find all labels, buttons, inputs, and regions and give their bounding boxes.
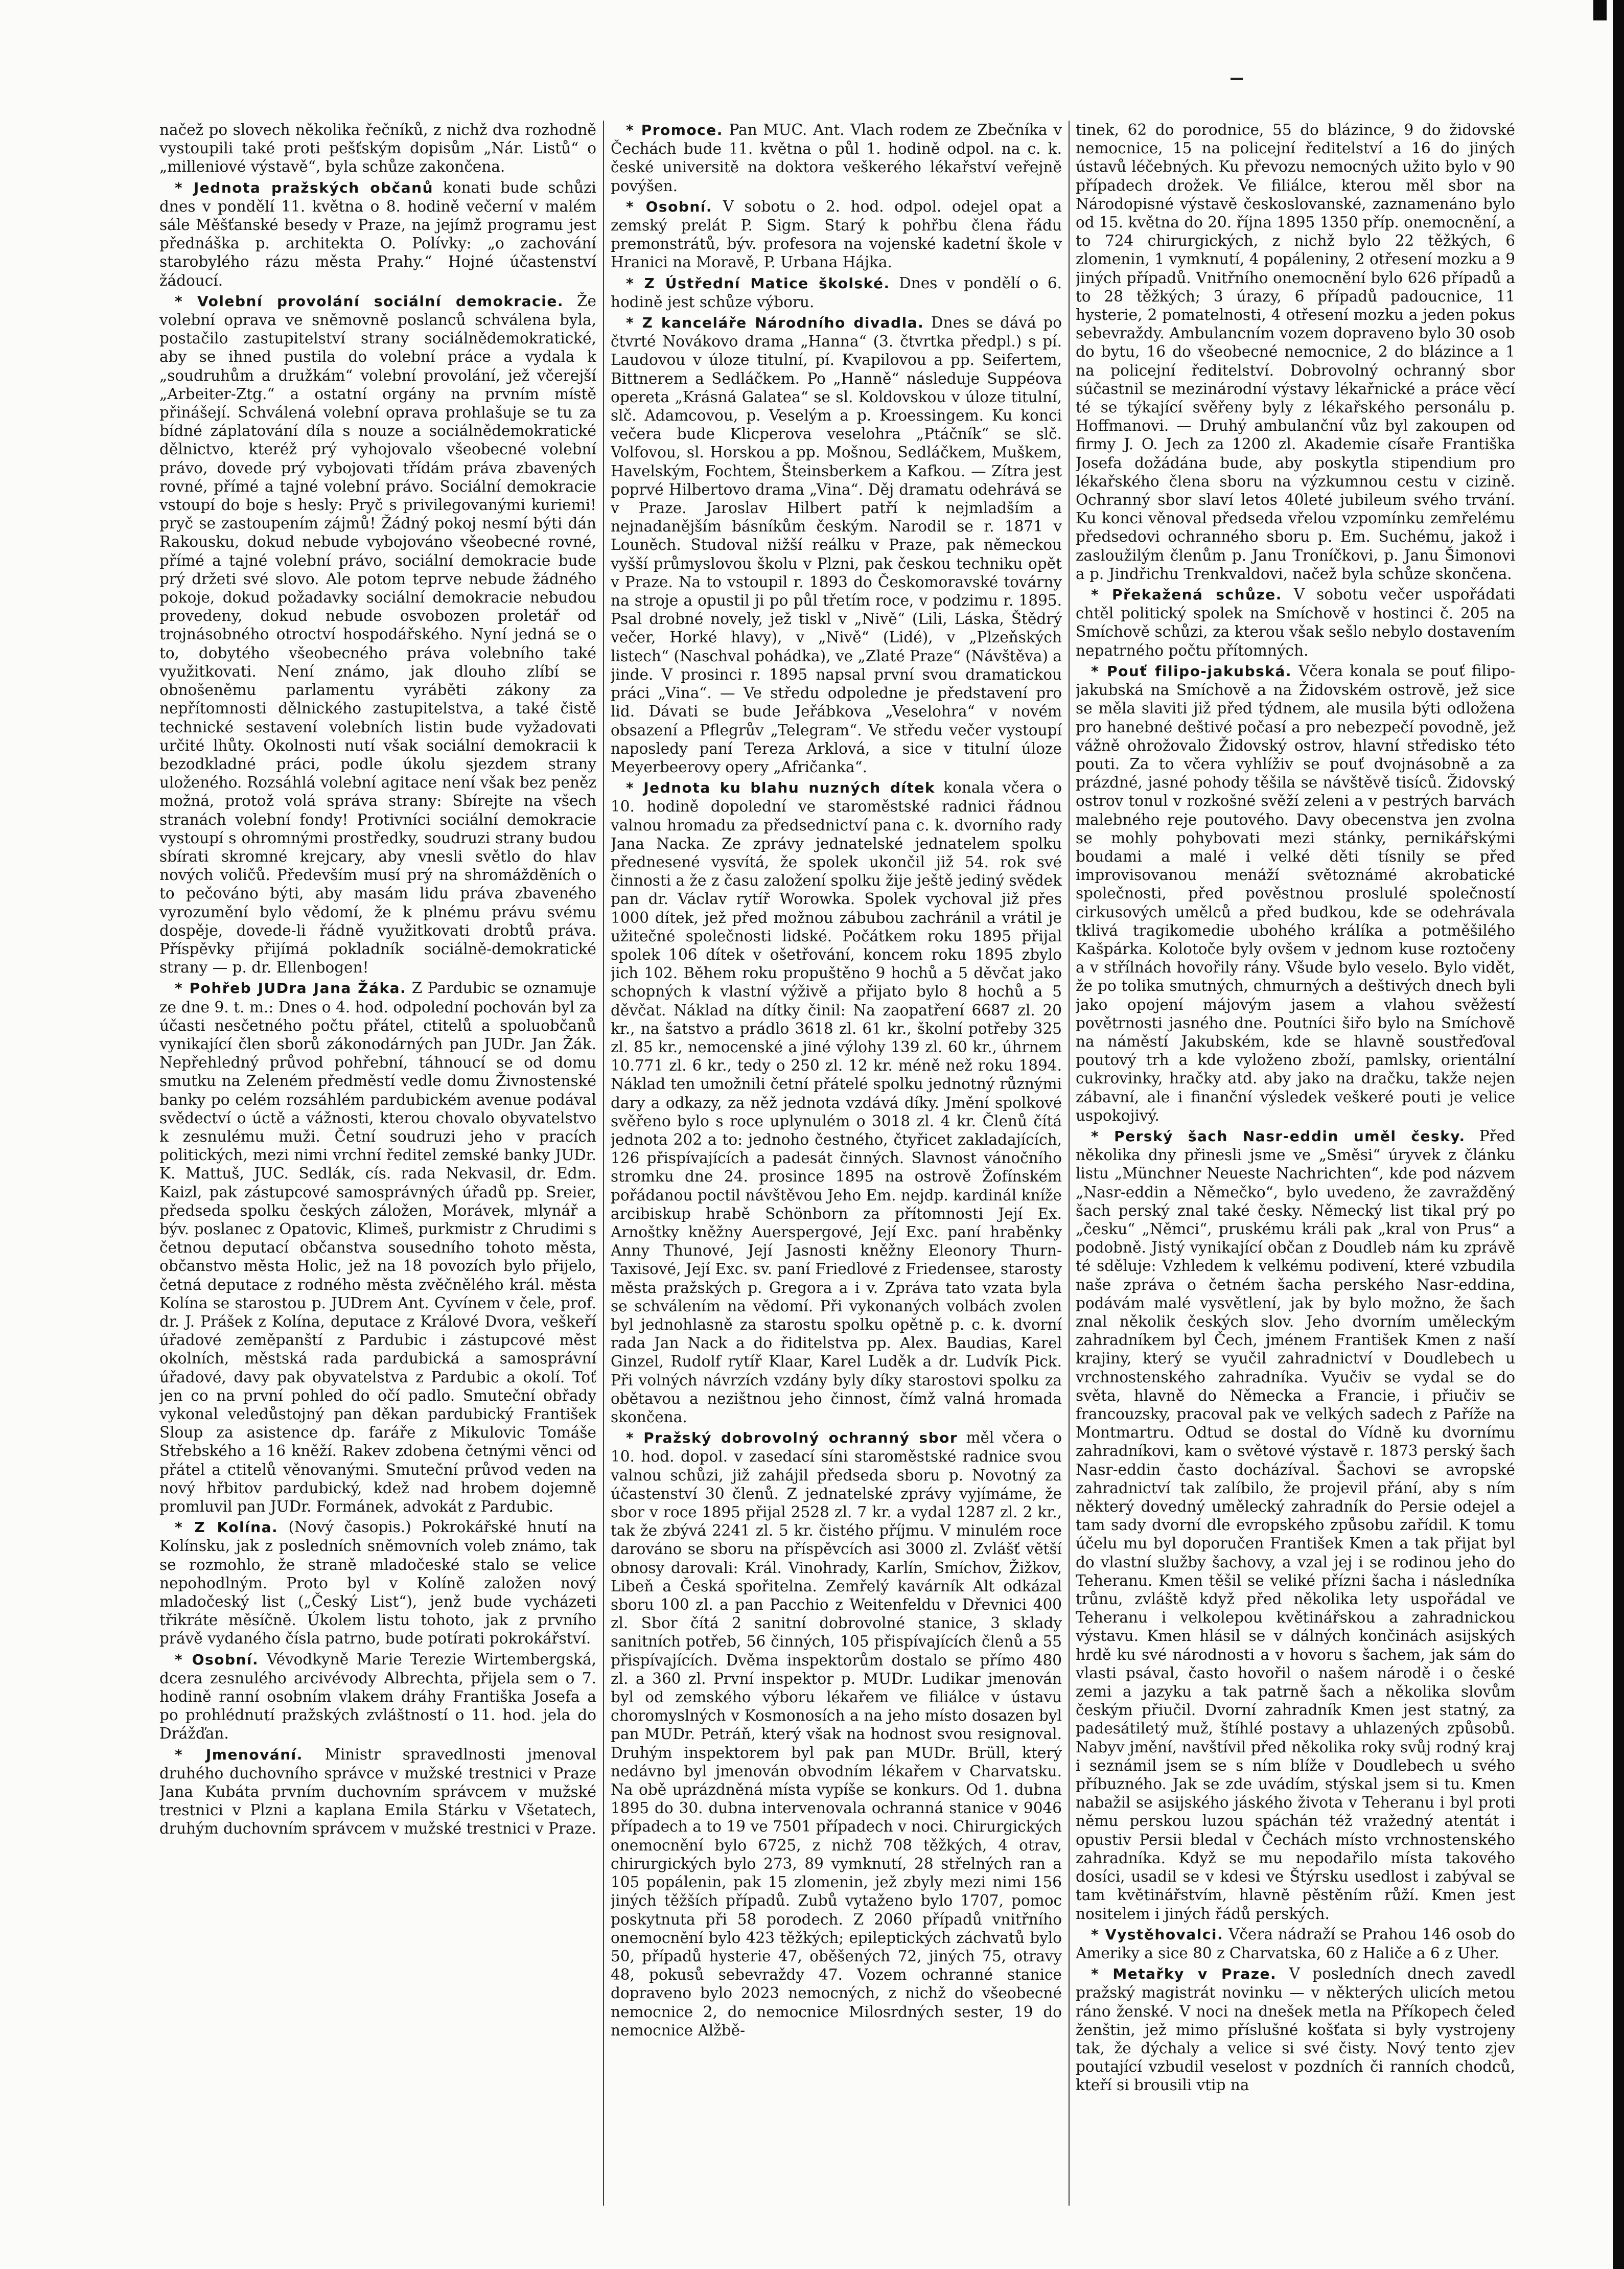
scan-edge	[1613, 0, 1624, 2269]
column-rule	[1069, 121, 1070, 2206]
news-item	[611, 121, 1062, 195]
news-item-text: Včera konala se pouť filipo-jakubská na Smíchově a na Židovském ostrově, jež sice se měla slaviti již před týdnem, ale musila býti odložena pro hanebné deštivé počasí a pro nebezpečí povodně, jež vážně ohrožovalo Židovský ostrov, hlavní středisko této pouti. Za to včera vyhlíživ se pouť dvojnásobně a za prázdné, jasné pohody těšila se návštěvě tisíců. Židovský ostrov tonul v rozkošné svěží zeleni a v pestrých barvách malebného reje poutového. Davy obecenstva jen zvolna se mohly pohybovati mezi stánky, pernikářskými boudami a malé i velké děti tísnily se před improvisovanou menáží světoznámé akrobatické společnosti, před pověstnou proslulé společností cirkusových umělců a před budkou, kde se odehrávala tklivá tragikomedie ubohého králíka a potměšilého Kašpárka. Kolotoče byly ovšem v jednom kuse roztočeny a v střílnách hovořily rány. Všude bylo veselo. Bylo vidět, že po tolika smutných, chmurných a deštivých dnech byli jako opojení májovým jasem a vlahou svěžestí povětrnosti jasného dne. Poutníci šiřo bylo na Smíchově na náměstí Jakubském, kde se hlavně soustřeďoval poutový trh a kde vyloženo zboží, pamlsky, orientální cukrovinky, hračky atd. aby jako na dračku, takže nejen zábavní, ale i finanční výsledek veškeré pouti je velice uspokojivý.	[1076, 662, 1515, 1124]
news-item	[611, 1428, 1062, 2040]
news-item-text: V sobotu večer uspořádati chtěl politický spolek na Smíchově v hostinci č. 205 na Smíchově schůzi, za kterou však sešlo nebylo dostavením nepatrného počtu přítomných.	[1076, 586, 1515, 659]
news-item-text: V posledních dnech zavedl pražský magistrát novinku — v některých ulicích metou ráno ženské. V noci na dnešek metla na Příkopech čeleď ženštin, jež mimo příslušné košťata si byly vystrojeny tak, že dýchaly a velice si své čisty. Nový tento zjev poutající vzbudil veselost v pozdních či ranních chodců, kteří si brousili vtip na	[1076, 1965, 1515, 2094]
column-middle	[611, 121, 1062, 2236]
news-item	[1076, 1925, 1515, 1962]
news-item-heading: * Pohřeb JUDra Jana Žáka.	[175, 980, 407, 997]
news-item	[611, 313, 1062, 776]
news-item-text: měl včera o 10. hod. dopol. v zasedací síni staroměstské radnice svou valnou schůzi, již zahájil předseda sboru p. Novotný za účastenství 30 členů. Z jednatelské zprávy vyjímáme, že sbor v roce 1895 přijal 2528 zl. 7 kr. a vydal 1287 zl. 2 kr., tak že zbývá 2241 zl. 5 kr. čistého příjmu. V minulém roce darováno se sboru na příspěvcích asi 3000 zl. Zvlášť větší obnosy darovali: Král. Vinohrady, Karlín, Smíchov, Žižkov, Libeň a Česká spořitelna. Zemřelý kavárník Alt odkázal sboru 100 zl. a pan Pacchio z Weitenfeldu v Dřevnici 400 zl. Sbor čítá 2 sanitní dobrovolné stanice, 3 sklady sanitních potřeb, 56 činných, 105 přispívajících členů a 55 přispívajících. Dvěma inspektorům dostalo se přímo 480 zl. a 360 zl. První inspektor p. MUDr. Ludikar jmenován byl od zemského výboru lékařem ve filiálce v ústavu choromyslných v Kosmonosích a na jeho místo dosazen byl pan MUDr. Petráň, který však na hodnost svou resignoval. Druhým inspektorem byl pak pan MUDr. Brüll, který nedávno byl jmenován obvodním lékařem v Charvatsku. Na obě uprázdněná místa vypíše se konkurs. Od 1. dubna 1895 do 30. dubna intervenovala ochranná stanice v 9046 případech a to 19 ve 7501 případech v noci. Chirurgických onemocnění bylo 6725, z nichž 708 těžkých, 4 otrav, chirurgických bylo 273, 89 vymknutí, 28 střelných ran a 105 popálenin, pak 15 zlomenin, jež zbyly mezi nimi 156 jiných těžších případů. Zubů vytaženo bylo 1707, pomoc poskytnuta při 58 porodech. Z 2060 případů vnitřního onemocnění bylo 423 těžkých; epileptických záchvatů bylo 50, případů hysterie 47, oběšených 72, jiných 75, otravy 48, pokusů sebevraždy 47. Vozem ochranné stanice dopraveno bylo 2023 nemocných, z nichž do všeobecné nemocnice 2, do nemocnice Milosrdných sester, 19 do nemocnice Alžbě-	[611, 1429, 1062, 2039]
news-item-heading: * Pouť filipo-jakubská.	[1091, 662, 1292, 680]
news-item-text: Před několika dny přinesli jsme ve „Směsi“ úryvek z článku listu „Münchner Neueste Nachrichten“, kde pod názvem „Nasr-eddin a Němečko“, bylo uvedeno, že zavražděný šach perský znal také česky. Německý list tikal prý po „česku“ „Němci“, pruskému králi pak „kral von Prus“ a podobně. Jistý vynikající občan z Doudleb nám ku zprávě té sděluje: Vzhledem k velkému podivení, které vzbudila naše zpráva o četném šacha perského Nasr-eddina, podávám malé vysvětlení, jak by bylo možno, že šach znal několik českých slov. Jeho dvorním uměleckým zahradníkem byl Čech, jménem František Kmen z naší krajiny, který se vyučil zahradnictví v Doudlebech u vrchnostenského zahradníka. Vyučiv se vydal se do světa, hlavně do Německa a Francie, i přiučiv se francouzsky, pracoval pak ve velkých sadech z Paříže na Montmartru. Odtud se dostal do Vídně ku dvornímu zahradníkovi, kam o světové výstavě r. 1873 perský šach Nasr-eddin často docházíval. Šachovi se avropské zahradnictví tak zalíbilo, že projevil přání, aby s ním některý dovedný umělecký zahradník do Persie odejel a tam sady dvorní dle evropského způsobu zařídil. K tomu účelu mu byl doporučen František Kmen a tak přijat byl do vlastní služby šachovy, a vzal jej i se rodinou jeho do Teheranu. Kmen těšil se veliké přízni šacha i následníka trůnu, zvláště když před několika lety uspořádal ve Teheranu i velkolepou květinářskou a zahradnickou výstavu. Kmen hlásil se v dálných končinách asijských hrdě ku své národnosti a v hovoru s šachem, jak sám do vlasti psával, často hovořil o našem národě i o české zemi a jazyku a tak patrně šach a několika slovům českým přiučil. Dvorní zahradník Kmen jest statný, za padesátiletý muž, štíhlé postavy a uhlazených způsobů. Nabyv jmění, navštívil před několika roky svůj rodný kraj i seznámil jsem se s ním blíže v Doudlebech u svého příbuzného. Jak se zde uvádím, stýskal jsem si tu. Kmen nabažil se asijského jáského života v Teheranu i byl proti němu perskou luzou spáchán též vražedný atentát i opustiv Persii bledal v Čechách místo vrchnostenského zahradníka. Když se mu nepodařilo místa takového dosíci, usadil se v kdesi ve Štýrsku usedlost i zabýval se tam květinářstvím, hlavně pěstěním růží. Kmen jest nositelem i jiných řádů perských.	[1076, 1127, 1515, 1923]
news-item-text: tinek, 62 do porodnice, 55 do blázince, 9 do židovské nemocnice, 15 na policejní ředitelství a 16 do jiných ústavů léčebných. Ku převozu nemocných užito bylo v 90 případech drožek. Ve filiálce, kterou měl sbor na Národopisné výstavě českoslovanské, zaznamenáno bylo od 15. května do 20. října 1895 1350 příp. onemocnění, a to 724 chirurgických, z nichž bylo 22 těžkých, 6 zlomenin, 1 vymknutí, 4 popáleniny, 2 otřesení mozku a 9 jiných případů. Vnitřního onemocnění bylo 626 případů a to 28 těžkých; 3 úrazy, 6 případů padoucnice, 11 hysterie, 2 pomatelnosti, 4 otřesení mozku a jeden pokus sebevraždy. Ambulancním vozem dopraveno bylo 30 osob do bytu, 16 do všeobecné nemocnice, 2 do blázince a 1 na policejní ředitelství. Dobrovolný ochranný sbor súčastnil se mezinárodní výstavy lékařnické a práce věcí té se týkající svěřeny byly z lékařského personálu p. Hoffmanovi. — Druhý ambulanční vůz byl zakoupen od firmy J. O. Jech za 1200 zl. Akademie císaře Františka Josefa dožádána bude, aby poskytla stipendium pro lékařského člena sboru na výzkumnou cestu v cizině. Ochranný sbor slaví letos 40leté jubileum svého trvání. Ku konci věnoval předseda vřelou vzpomínku zemřelému předsedovi ochranného sboru p. Em. Suchému, jakož i zasloužilým členům p. Janu Troníčkovi, p. Janu Šimonovi a p. Jindřichu Trenkvaldovi, načež byla schůze skončena.	[1076, 121, 1515, 583]
news-item	[611, 197, 1062, 272]
news-item-heading: * Metařky v Praze.	[1091, 1965, 1277, 1983]
news-item-text: konati bude schůzi dnes v pondělí 11. května o 8. hodině večerní v malém sále Měšťanské besedy v Praze, na jejímž programu jest přednáška p. architekta O. Polívky: „o zachování starobylého rázu města Prahy.“ Hojné účastenství žádoucí.	[159, 178, 596, 289]
news-item	[1076, 585, 1515, 660]
news-item-heading: * Překažená schůze.	[1091, 586, 1282, 604]
news-item-heading: * Jmenování.	[175, 1746, 303, 1763]
news-item-heading: * Jednota pražských občanů	[175, 179, 433, 196]
news-item-heading: * Z kanceláře Národního divadla.	[626, 314, 924, 332]
news-item	[159, 1518, 596, 1648]
news-item	[611, 778, 1062, 1426]
news-item-text: (Nový časopis.) Pokrokářské hnutí na Kolínsku, jak z posledních sněmovních voleb známo, tak se rozmohlo, že straně mladočeské stalo se velice nepohodlným. Proto byl v Kolíně založen nový mladočeský list („Český List“), jenž bude vycházeti třikráte měsíčně. Úkolem listu tohoto, jak z prvního právě vydaného čísla patrno, bude potírati pokrokářství.	[159, 1518, 596, 1648]
news-item-text: Pan MUC. Ant. Vlach rodem ze Zbečníka v Čechách bude 11. května o půl 1. hodině odpol. na c. k. české universitě na doktora veškerého lékařství veřejně povýšen.	[611, 121, 1062, 195]
news-item-text: Že volební oprava ve sněmovně poslanců schválena byla, postačilo zastupitelství strany sociálnědemokratické, aby se ihned pustila do volební práce a vydala k „soudruhům a družkám“ volební provolání, jež včerejší „Arbeiter-Ztg.“ a ostatní orgány na prvním místě přinášejí. Schválená volební oprava prohlašuje se tu za bídné záplatování díla s nouze a sociálnědemokratické dělnictvo, kteréž prý vyhojovalo všeobecné volební právo, dovede prý vybojovati třídám práva zbavených rovné, přímé a tajné volební právo. Sociální demokracie vstoupí do boje s hesly: Pryč s privilegovanými kuriemi! pryč se zastoupením zájmů! Žádný pokoj nesmí býti dán Rakousku, dokud nebude vybojováno všeobecné rovné, přímé a tajné volební právo, sociální demokracie bude prý držeti své slovo. Ale potom teprve nebude žádného pokoje, dokud požadavky sociální demokracie nebudou provedeny, dokud nebude osvobozen proletář od trojnásobného otroctví hospodářského. Nyní jedná se o to, dobytého všeobecného práva volebního také využitkovati. Není známo, jak dlouho zlíbí se obnošeněmu parlamentu vyráběti zákony za nepřítomnosti dělnického zastupitelstva, a také čistě technické sestavení volebních listin bude vyžadovati určité lhůty. Okolnosti nutí však sociální demokracii k bezodkladné práci, podle úkolu sjezdem strany uloženého. Rozsáhlá volební agitace není však bez peněz možná, protož volá správa strany: Sbírejte na všech stranách volební fondy! Protivníci sociální demokracie vystoupí s ohromnými prostředky, soudruzi strany budou sbírati skromné krejcary, aby vnesli světlo do hlav nových voličů. Především musí prý na shromážděních o to pečováno býti, aby masám lidu práva zbaveného vyrozumění bylo vědomí, že k plnému právu svému dospěje, dovede-li řádně využitkovati drobtů práva. Příspěvky přijímá pokladník sociálně-demokratické strany — p. dr. Ellenbogen!	[159, 292, 596, 977]
news-item	[1076, 662, 1515, 1125]
column-left	[159, 121, 596, 2236]
news-item-text: Vévodkyně Marie Terezie Wirtembergská, dcera zesnulého arcivévody Albrechta, přijela sem o 7. hodině ranní osobním vlakem dráhy Františka Josefa a po prohlédnutí pražských zvláštností o 11. hod. jela do Drážďan.	[159, 1650, 596, 1743]
news-item-continued	[1076, 121, 1515, 583]
news-item-heading: * Pražský dobrovolný ochranný sbor	[626, 1429, 958, 1447]
news-item	[159, 979, 596, 1516]
column-right	[1076, 121, 1515, 2236]
news-item-text: Z Pardubic se oznamuje ze dne 9. t. m.: Dnes o 4. hod. odpolední pochován byl za účasti nesčetného počtu přátel, ctitelů a spoluobčanů vynikající člen sborů zákonodárných pan JUDr. Jan Žák. Nepřehledný průvod pohřební, táhnoucí se od domu smutku na Zeleném předměstí vedle domu Živnostenské banky po celém rozsáhlém pardubickém avenue podával svědectví o úctě a vážnosti, kterou chovalo obyvatelstvo k zesnulému muži. Četní soudruzi jeho v pracích politických, mezi nimi vrchní ředitel zemské banky JUDr. K. Mattuš, JUC. Sedlák, cís. rada Nekvasil, dr. Edm. Kaizl, pak zástupcové samosprávných úřadů pp. Sreier, předseda spolku českých záložen, Morávek, mlynář a býv. poslanec z Opatovic, Klimeš, purkmistr z Chrudimi s četnou deputací občanstva sousedního tohoto města, občanstvo města Holic, jež na 18 povozích bylo přijelo, četná deputace z rodného města zvěčnělého král. města Kolína se starostou p. JUDrem Ant. Cyvínem v čele, prof. dr. J. Prášek z Kolína, deputace z Králové Dvora, veškeří úřadové zeměpanští z Pardubic i zástupcové měst okolních, městská rada pardubická a samosprávní úřadové, davy pak obyvatelstva z Pardubic a okolí. Toť jen co na první pohled do očí padlo. Smuteční obřady vykonal veledůstojný pan děkan pardubický František Sloup za asistence dp. faráře z Mikulovic Tomáše Střebského a 16 kněží. Rakev zdobena četnými věnci od přátel a ctitelů věnovanými. Smuteční průvod veden na nový hřbitov pardubický, kdež nad hrobem dojemně promluvil pan JUDr. Formánek, advokát z Pardubic.	[159, 979, 596, 1516]
news-item-continued	[159, 121, 596, 176]
news-item-text: Ministr spravedlnosti jmenoval druhého duchovního správce v mužské trestnici v Praze Jana Kubáta prvním duchovním správcem v mužské trestnici v Plzni a kaplana Emila Stárku v Všetatech, druhým duchovním správcem v mužské trestnici v Praze.	[159, 1745, 596, 1838]
news-item-heading: * Vystěhovalci.	[1091, 1926, 1224, 1943]
news-item-heading: * Promoce.	[626, 122, 723, 138]
news-item-heading: * Perský šach Nasr-eddin uměl česky.	[1091, 1127, 1466, 1145]
news-item-text: Dnes se dává po čtvrté Novákovo drama „Hanna“ (3. čtvrtka předpl.) s pí. Laudovou v úloze titulní, pí. Kvapilovou a pp. Seifertem, Bittnerem a Sedláčkem. Po „Hanně“ následuje Suppéova opereta „Krásná Galatea“ se sl. Koldovskou v úloze titulní, slč. Adamcovou, p. Veselým a p. Kroessingem. Ku konci večera bude Klicperova veselohra „Ptáčník“ se slč. Volfovou, sl. Horskou a pp. Mošnou, Sedláčkem, Muškem, Havelským, Fochtem, Šteinsberkem a Kafkou. — Zítra jest poprvé Hilbertovo drama „Vina“. Děj dramatu odehrává se v Praze. Jaroslav Hilbert patří k nejmladším a nejnadanějším básníkům českým. Narodil se r. 1871 v Louněch. Studoval nižší reálku v Praze, pak německou vyšší průmyslovou školu v Plzni, pak českou techniku opět v Praze. Na to vstoupil r. 1893 do Českomoravské továrny na stroje a opustil ji po půl třetím roce, v podzimu r. 1895. Psal drobné novely, jež tiskl v „Nivě“ (Lili, Láska, Štědrý večer, Horké hlavy), v „Nivě“ (Lidé), v „Plzeňských listech“ (Naschval pohádka), ve „Zlaté Praze“ (Návštěva) a jinde. V prosinci r. 1895 napsal první svou dramatickou práci „Vina“. — Ve středu odpoledne je představení pro lid. Dávati se bude Jeřábkova „Veselohra“ v novém obsazení a Pflegrův „Telegram“. Ve středu večer vystoupí naposledy paní Tereza Arklová, a sice v titulní úloze Meyerbeerovy opery „Afričanka“.	[611, 314, 1062, 776]
news-item-text: Včera nádraží se Prahou 146 osob do Ameriky a sice 80 z Charvatska, 60 z Haliče a 6 z Uher.	[1076, 1925, 1515, 1962]
news-item	[1076, 1127, 1515, 1923]
news-item-text: V sobotu o 2. hod. odpol. odejel opat a zemský prelát P. Sigm. Starý k pohřbu člena řádu premonstrátů, býv. profesora na vojenské kadetní škole v Hranici na Moravě, P. Urbana Hájka.	[611, 197, 1062, 271]
news-item	[611, 274, 1062, 311]
news-item	[159, 1745, 596, 1838]
news-item	[1076, 1964, 1515, 2094]
news-item-text: konala včera o 10. hodině dopolední ve staroměstské radnici řádnou valnou hromadu za předsednictví pana c. k. dvorního rady Jana Nacka. Ze zprávy jednatelské jednatelem spolku přednesené vysvítá, že spolek ukončil již 54. rok své činnosti a že z času založení spolku žije ještě jediný svědek pan dr. Václav rytíř Worowka. Spolek vychoval již přes 1000 dítek, jež před možnou zábubou zachránil a vrátil je užitečné společnosti lidské. Počátkem roku 1895 přijal spolek 106 dítek v ošetřování, koncem roku 1895 zbylo jich 102. Během roku propuštěno 9 hochů a 5 děvčat jako schopných k vlastní výživě a přijato bylo 8 hochů a 5 děvčat. Náklad na dítky činil: Na zaopatření 6687 zl. 20 kr., na šatstvo a prádlo 3618 zl. 61 kr., školní potřeby 325 zl. 85 kr., nemocenské a jiné výlohy 139 zl. 60 kr., úhrnem 10.771 zl. 6 kr., tedy o 250 zl. 12 kr. méně než roku 1894. Náklad ten umožnili četní přátelé spolku jednotný různými dary a odkazy, za něž jednota vzdává díky. Jmění spolkové svěřeno bylo s roce uplynulém o 3018 zl. 4 kr. Členů čítá jednota 202 a to: jednoho čestného, čtyřicet zakladajících, 126 přispívajících a padesát činných. Slavnost vánočního stromku dne 24. prosince 1895 na ostrově Žofínském pořádanou poctil návštěvou Jeho Em. nejdp. kardinál kníže arcibiskup hrabě Schönborn za přítomnosti Její Ex. Arnoštky kněžny Auerspergové, Její Exc. paní hraběnky Anny Thunové, Její Jasnosti kněžny Eleonory Thurn-Taxisové, Její Exc. sv. paní Friedlové z Friedensee, starosty města pražských p. Gregora a i v. Zpráva tato vzata byla se schválením na vědomí. Při vykonaných volbách zvolen byl jednohlasně za starostu spolku opětně p. c. k. dvorní rada Jan Nack a do řiditelstva pp. Alex. Baudias, Karel Ginzel, Rudolf rytíř Klaar, Karel Luděk a dr. Ludvík Pick. Při volných návrzích vzdány byly díky starostovi spolku za obětavou a nezištnou jeho činnost, čímž valná hromada skončena.	[611, 779, 1062, 1426]
news-item-heading: * Volební provolání sociální demokracie.	[175, 292, 564, 310]
news-item-text: načež po slovech několika řečníků, z nichž dva rozhodně vystoupili také proti pešťským dopisům „Nár. Listů“ o „milleniové výstavě“, byla schůze zakončena.	[159, 121, 596, 176]
news-item	[159, 1650, 596, 1743]
scan-edge-mark	[1593, 0, 1607, 20]
column-rule	[603, 121, 604, 2206]
news-item-text: Dnes v pondělí o 6. hodině jest schůze výboru.	[611, 274, 1062, 311]
news-item-heading: * Osobní.	[175, 1651, 259, 1668]
news-item	[159, 178, 596, 290]
news-item-heading: * Osobní.	[626, 198, 713, 215]
page-marker	[1231, 78, 1243, 80]
news-item	[159, 292, 596, 977]
news-item-heading: * Z Kolína.	[175, 1519, 279, 1536]
news-item-heading: * Jednota ku blahu nuzných dítek	[626, 779, 935, 797]
news-item-heading: * Z Ústřední Matice školské.	[626, 274, 890, 292]
